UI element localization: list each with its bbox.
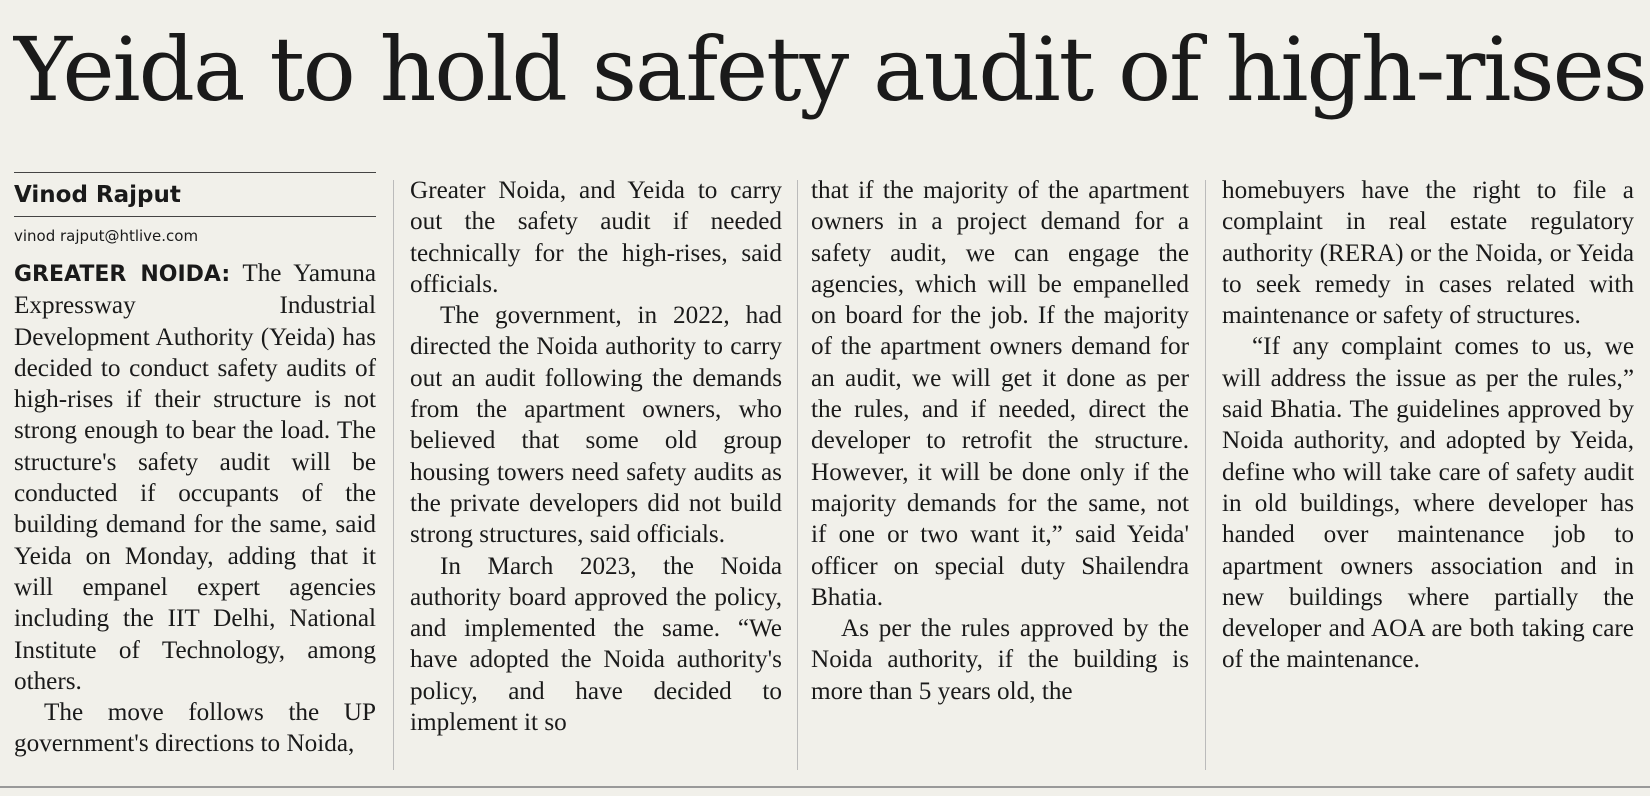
column-divider — [1205, 180, 1206, 770]
paragraph: that if the majority of the apartment owners in a project demand for a safety audit, we can engage the agencies, which will be empanelled on board for the job. If the majority of the apartment owners demand for an audit, we will get it done as per the rules, and if needed, direct the developer to retrofit the structure. However, it will be done only if the majority demands for the same, not if one or two want it,” said Yeida' officer on special duty Shailendra Bhatia. — [811, 177, 1189, 611]
byline-email: vinod rajput@htlive.com — [14, 227, 199, 245]
byline-middle-rule — [14, 216, 376, 217]
paragraph — [14, 258, 376, 697]
article-column-2 — [410, 175, 782, 738]
article-column-4 — [1222, 175, 1634, 676]
byline-top-rule — [14, 172, 376, 173]
paragraph-text: The Yamuna Expressway Industrial Development Authority (Yeida) has decided to conduct safety audits of high-rises if their structure is not strong enough to bear the load. The structure's safety audit will be conducted if occupants of the building demand for the same, said Yeida on Monday, adding that it will empanel expert agencies including the IIT Delhi, National Institute of Technology, among others. — [14, 260, 377, 695]
article-column-1 — [14, 258, 376, 760]
page-bottom-rule — [0, 786, 1650, 788]
paragraph: The move follows the UP government's directions to Noida, — [14, 699, 376, 758]
headline: Yeida to hold safety audit of high-rises — [14, 18, 1646, 121]
column-divider — [393, 180, 394, 770]
byline-author: Vinod Rajput — [14, 182, 181, 208]
article-column-3 — [811, 175, 1189, 707]
paragraph: “If any complaint comes to us, we will address the issue as per the rules,” said Bhatia. The guidelines approved by Noida authority, and adopted by Yeida, define who will take care of safety audit in old buildings, where developer has handed over maintenance job to apartment owners association and in new buildings where partially the developer and AOA are both taking care of the maintenance. — [1222, 333, 1634, 674]
paragraph: The government, in 2022, had directed the Noida authority to carry out an audit following the demands from the apartment owners, who believed that some old group housing towers need safety audits as the private developers did not build strong structures, said officials. — [410, 302, 782, 549]
paragraph: In March 2023, the Noida authority board approved the policy, and implemented the same. “We have adopted the Noida authority's policy, and have decided to implement it so — [410, 552, 782, 737]
paragraph: Greater Noida, and Yeida to carry out the safety audit if needed technically for the high-rises, said officials. — [410, 177, 782, 298]
paragraph: homebuyers have the right to file a complaint in real estate regulatory authority (RERA) or the Noida, or Yeida to seek remedy in cases related with maintenance or safety of structures. — [1222, 177, 1634, 330]
dateline: GREATER NOIDA: — [14, 262, 231, 287]
column-divider — [797, 180, 798, 770]
paragraph: As per the rules approved by the Noida authority, if the building is more than 5 years old, the — [811, 615, 1189, 705]
